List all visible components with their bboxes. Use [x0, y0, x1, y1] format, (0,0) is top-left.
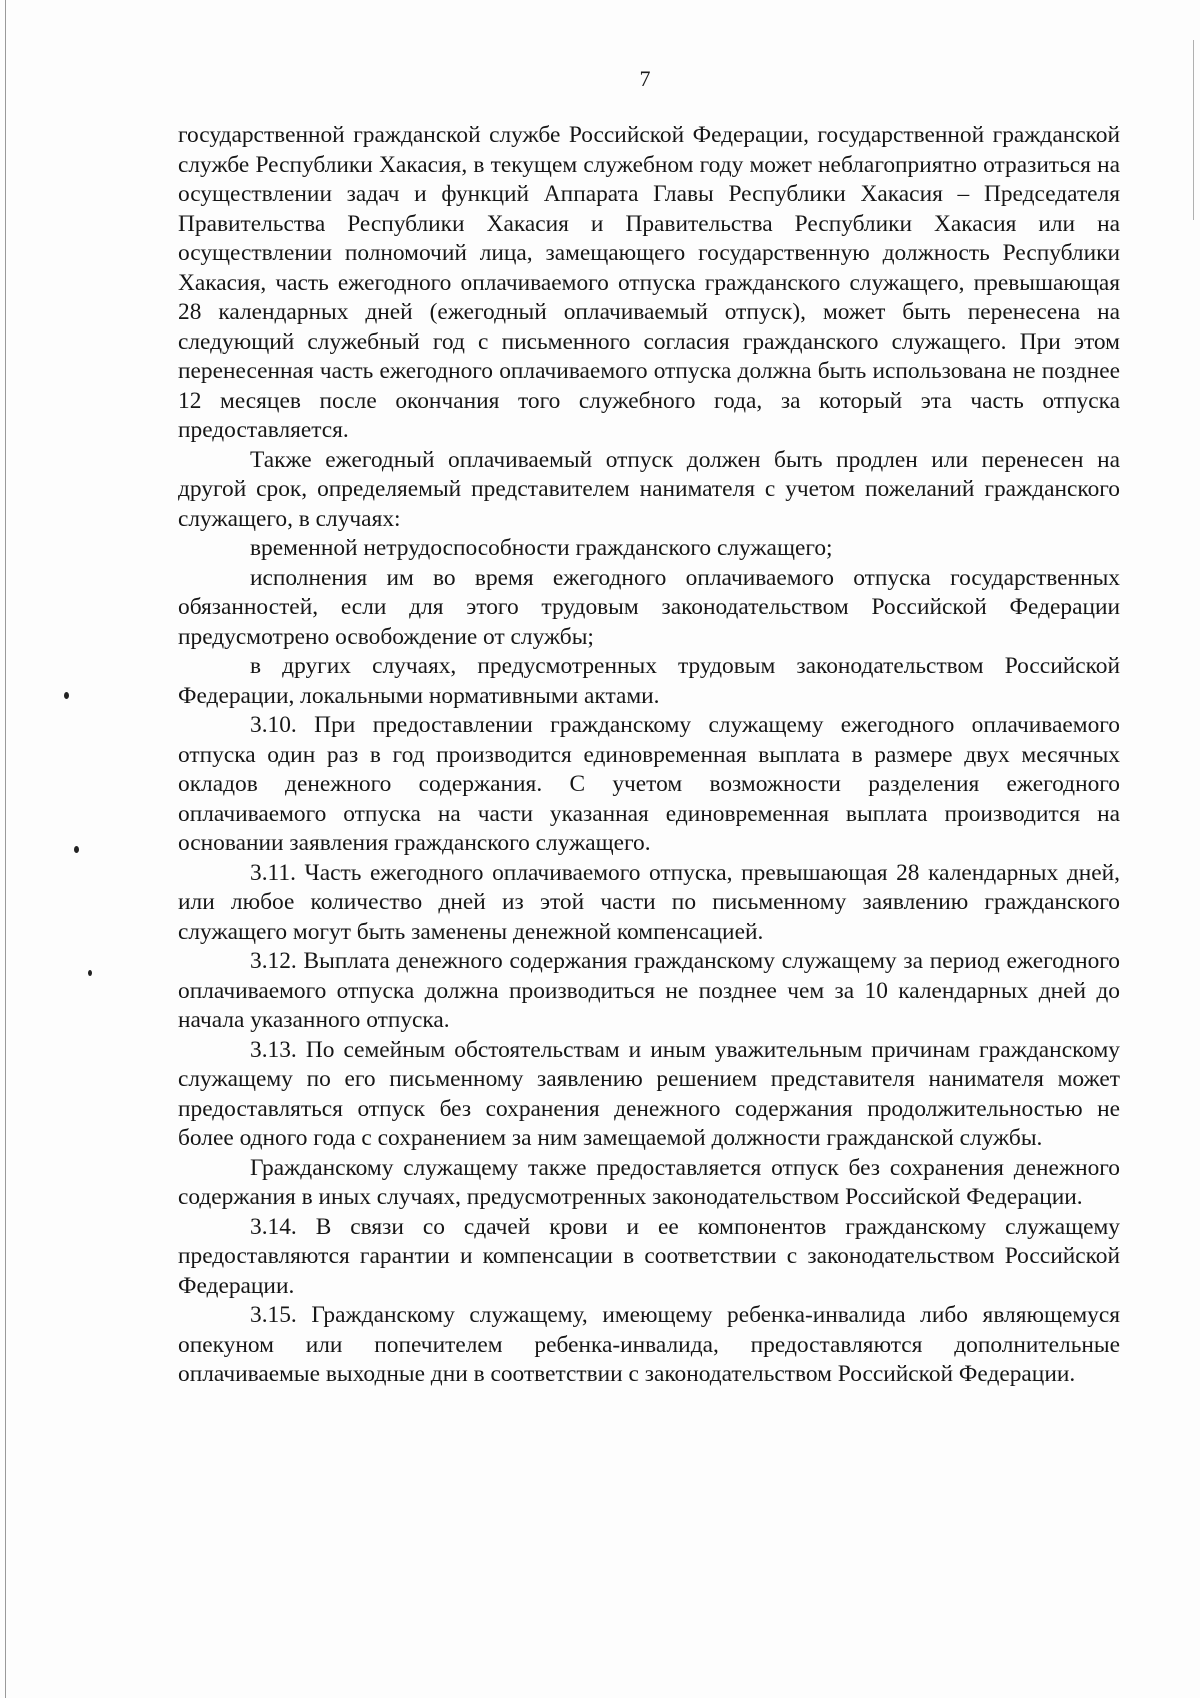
paragraph-3-12: 3.12. Выплата денежного содержания гражданскому служащему за период ежегодного оплачиваемого отпуска должна производиться не позднее чем за 10 календарных дней до начала указанного отпуска. [178, 948, 1120, 1033]
paragraph-3-15: 3.15. Гражданскому служащему, имеющему ребенка-инвалида либо являющемуся опекуном или попечителем ребенка-инвалида, предоставляются дополнительные оплачиваемые выходные дни в соответствии с законодательством Российской Федерации. [178, 1302, 1120, 1387]
paragraph-3-10: 3.10. При предоставлении гражданскому служащему ежегодного оплачиваемого отпуска один раз в год производится единовременная выплата в размере двух месячных окладов денежного содержания. С учетом возможности разделения ежегодного оплачиваемого отпуска на части указанная единовременная выплата производится на основании заявления гражданского служащего. [178, 712, 1120, 856]
paragraph: временной нетрудоспособности гражданского служащего; [250, 535, 833, 561]
scan-speck [88, 970, 92, 976]
paragraph-3-13: 3.13. По семейным обстоятельствам и иным уважительным причинам гражданскому служащему по его письменному заявлению решением представителя нанимателя может предоставляться отпуск без сохранения денежного содержания продолжительностью не более одного года с сохранением за ним замещаемой должности гражданской службы. [178, 1036, 1120, 1151]
scan-edge-left [5, 0, 6, 1698]
paragraph: Гражданскому служащему также предоставляется отпуск без сохранения денежного содержания в иных случаях, предусмотренных законодательством Российской Федерации. [178, 1154, 1120, 1210]
paragraph-continuation: государственной гражданской службе Российской Федерации, государственной гражданской службе Республики Хакасия, в текущем служебном году может неблагоприятно отразиться на осуществлении задач и функций Аппарата Главы Республики Хакасия – Председателя Правительства Республики Хакасия и Правительства Республики Хакасия или на осуществлении полномочий лица, замещающего государственную должность Республики Хакасия, часть ежегодного оплачиваемого отпуска гражданского служащего, превышающая 28 календарных дней (ежегодный оплачиваемый отпуск), может быть перенесена на следующий служебный год с письменного согласия гражданского служащего. При этом перенесенная часть ежегодного оплачиваемого отпуска должна быть использована не позднее 12 месяцев после окончания того служебного года, за который эта часть отпуска предоставляется. [178, 122, 1120, 443]
document-body [178, 121, 1120, 1390]
page-number: 7 [639, 66, 651, 91]
paragraph-3-14: 3.14. В связи со сдачей крови и ее компонентов гражданскому служащему предоставляются гарантии и компенсации в соответствии с законодательством Российской Федерации. [178, 1213, 1120, 1299]
paragraph: в других случаях, предусмотренных трудовым законодательством Российской Федерации, локальными нормативными актами. [178, 653, 1120, 709]
scan-speck [64, 692, 69, 699]
paragraph: Также ежегодный оплачиваемый отпуск должен быть продлен или перенесен на другой срок, определяемый представителем нанимателя с учетом пожеланий гражданского служащего, в случаях: [178, 446, 1120, 532]
paragraph-3-11: 3.11. Часть ежегодного оплачиваемого отпуска, превышающая 28 календарных дней, или любое количество дней из этой части по письменному заявлению гражданского служащего могут быть заменены денежной компенсацией. [178, 859, 1120, 945]
paragraph: исполнения им во время ежегодного оплачиваемого отпуска государственных обязанностей, если для этого трудовым законодательством Российской Федерации предусмотрено освобождение от службы; [178, 564, 1120, 650]
scan-speck [74, 846, 79, 853]
